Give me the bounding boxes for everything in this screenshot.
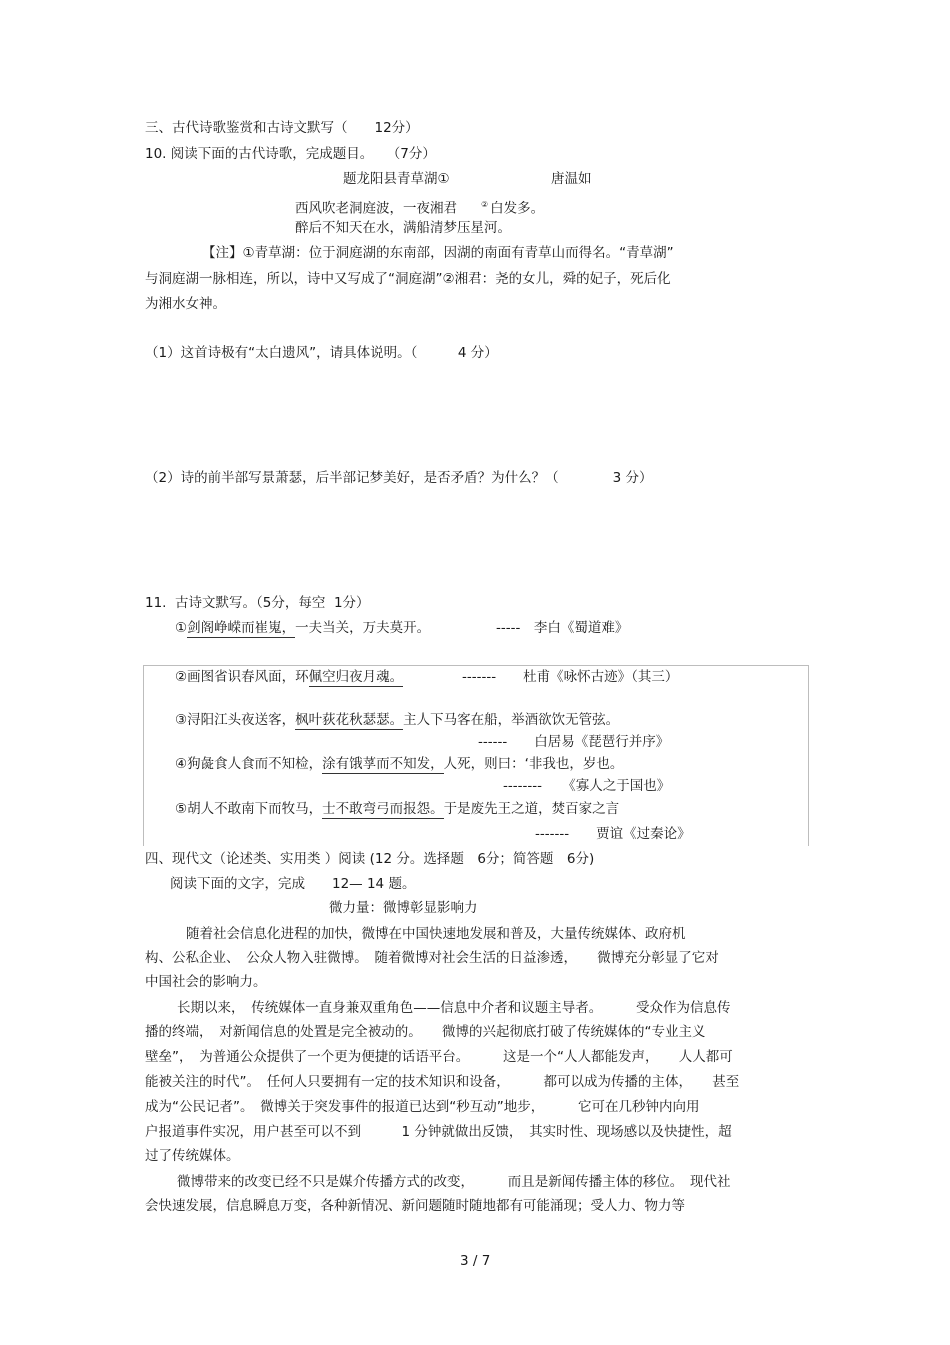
- p3-line-1: 微博带来的改变已经不只是媒介传播方式的改变， 而且是新闻传播主体的移位。 现代社: [177, 1174, 731, 1190]
- recitation-item-5-source: ------- 贾谊《过秦论》: [535, 826, 691, 842]
- question-1: （1）这首诗极有“太白遗风”，请具体说明。（ 4 分）: [145, 345, 498, 361]
- p1-line-1: 随着社会信息化进程的加快，微博在中国快速地发展和普及，大量传统媒体、政府机: [186, 926, 686, 942]
- answer-2: 佩空归夜月魂。: [308, 669, 404, 685]
- item-3-text: ③浔阳江头夜送客，: [175, 712, 296, 728]
- item-5-text: ⑤胡人不敢南下而牧马，: [175, 801, 323, 817]
- recitation-item-2: [175, 668, 403, 686]
- recitation-item-3-source: ------ 白居易《琵琶行并序》: [478, 734, 670, 750]
- note-line-2: 与洞庭湖一脉相连，所以，诗中又写成了“洞庭湖”②湘君：尧的女儿，舜的妃子，死后化: [145, 271, 671, 287]
- article-title: 微力量：微博彰显影响力: [329, 900, 478, 916]
- section4-instruction: 阅读下面的文字，完成 12— 14 题。: [170, 876, 416, 892]
- poem-author: 唐温如: [551, 171, 592, 187]
- note-line-3: 为湘水女神。: [145, 296, 226, 312]
- p2-line-7: 过了传统媒体。: [145, 1148, 240, 1164]
- item-3-text-post: 主人下马客在船，举酒欲饮无管弦。: [403, 712, 620, 728]
- q10-stem: 10. 阅读下面的古代诗歌，完成题目。 （7分）: [145, 146, 436, 162]
- p2-line-3: 壁垒”， 为普通公众提供了一个更为便捷的话语平台。 这是一个“人人都能发声， 人人都可: [145, 1049, 733, 1065]
- p2-line-2: 播的终端， 对新闻信息的处置是完全被动的。 微博的兴起彻底打破了传统媒体的“专业主义: [145, 1024, 706, 1040]
- item-2-text: ②画图省识春风面，环: [175, 669, 309, 685]
- item-5-text-post: 于是废先王之道，焚百家之言: [443, 801, 620, 817]
- footnote-mark: ②: [481, 200, 489, 209]
- answer-1: 剑阁峥嵘而崔嵬，: [187, 620, 296, 636]
- page-number: 3 / 7: [460, 1253, 491, 1269]
- recitation-item-1: [175, 619, 430, 637]
- answer-5: 士不敢弯弓而报怨。: [322, 801, 444, 817]
- recitation-item-2-source: ------- 杜甫《咏怀古迹》（其三）: [462, 669, 679, 685]
- poem-title: 题龙阳县青草湖①: [343, 171, 450, 187]
- recitation-item-5: [175, 800, 619, 818]
- p2-line-1: 长期以来， 传统媒体一直身兼双重角色——信息中介者和议题主导者。 受众作为信息传: [177, 1000, 731, 1016]
- p3-line-2: 会快速发展，信息瞬息万变，各种新情况、新问题随时随地都有可能涌现；受人力、物力等: [145, 1198, 685, 1214]
- poem-line-1b: 白发多。: [490, 200, 545, 217]
- answer-4: 涂有饿莩而不知发，: [322, 756, 444, 772]
- recitation-item-1-source: ----- 李白《蜀道难》: [496, 620, 629, 636]
- q11-stem: 11. 古诗文默写。（5分，每空 1分）: [145, 595, 370, 611]
- p2-line-4: 能被关注的时代”。 任何人只要拥有一定的技术知识和设备， 都可以成为传播的主体， 甚至: [145, 1074, 740, 1090]
- poem-line-1a: 西风吹老洞庭波，一夜湘君: [295, 200, 457, 217]
- recitation-item-3: [175, 711, 619, 729]
- question-2: （2）诗的前半部写景萧瑟，后半部记梦美好，是否矛盾？为什么？（ 3 分）: [145, 470, 653, 486]
- answer-3: 枫叶荻花秋瑟瑟。: [295, 712, 404, 728]
- recitation-item-4-source: -------- 《寡人之于国也》: [503, 778, 671, 794]
- p1-line-2: 构、公私企业、 公众人物入驻微博。 随着微博对社会生活的日益渗透， 微博充分彰显了它对: [145, 950, 719, 966]
- recitation-item-4: [175, 755, 623, 773]
- item-4-text: ④狗彘食人食而不知检，: [175, 756, 323, 772]
- poem-line-1: [295, 196, 544, 218]
- p2-line-6: 户报道事件实况，用户甚至可以不到 1 分钟就做出反馈， 其实时性、现场感以及快捷性，超: [145, 1124, 732, 1140]
- p2-line-5: 成为“公民记者”。 微博关于突发事件的报道已达到“秒互动”地步， 它可在几秒钟内向用: [145, 1099, 700, 1115]
- p1-line-3: 中国社会的影响力。: [145, 974, 267, 990]
- item-1-text: 一夫当关，万夫莫开。: [295, 620, 431, 636]
- section4-title: 四、现代文（论述类、实用类 ）阅读 (12 分。选择题 6分；简答题 6分): [145, 851, 595, 867]
- note-line-1: 【注】①青草湖：位于洞庭湖的东南部，因湖的南面有青草山而得名。“青草湖”: [202, 245, 674, 261]
- section3-title: 三、古代诗歌鉴赏和古诗文默写（ 12分）: [145, 120, 419, 136]
- item-4-text-post: 人死，则曰：‘非我也，岁也。: [443, 756, 624, 772]
- item-1-number: ①: [175, 620, 188, 636]
- poem-line-2: 醉后不知天在水，满船清梦压星河。: [295, 220, 511, 236]
